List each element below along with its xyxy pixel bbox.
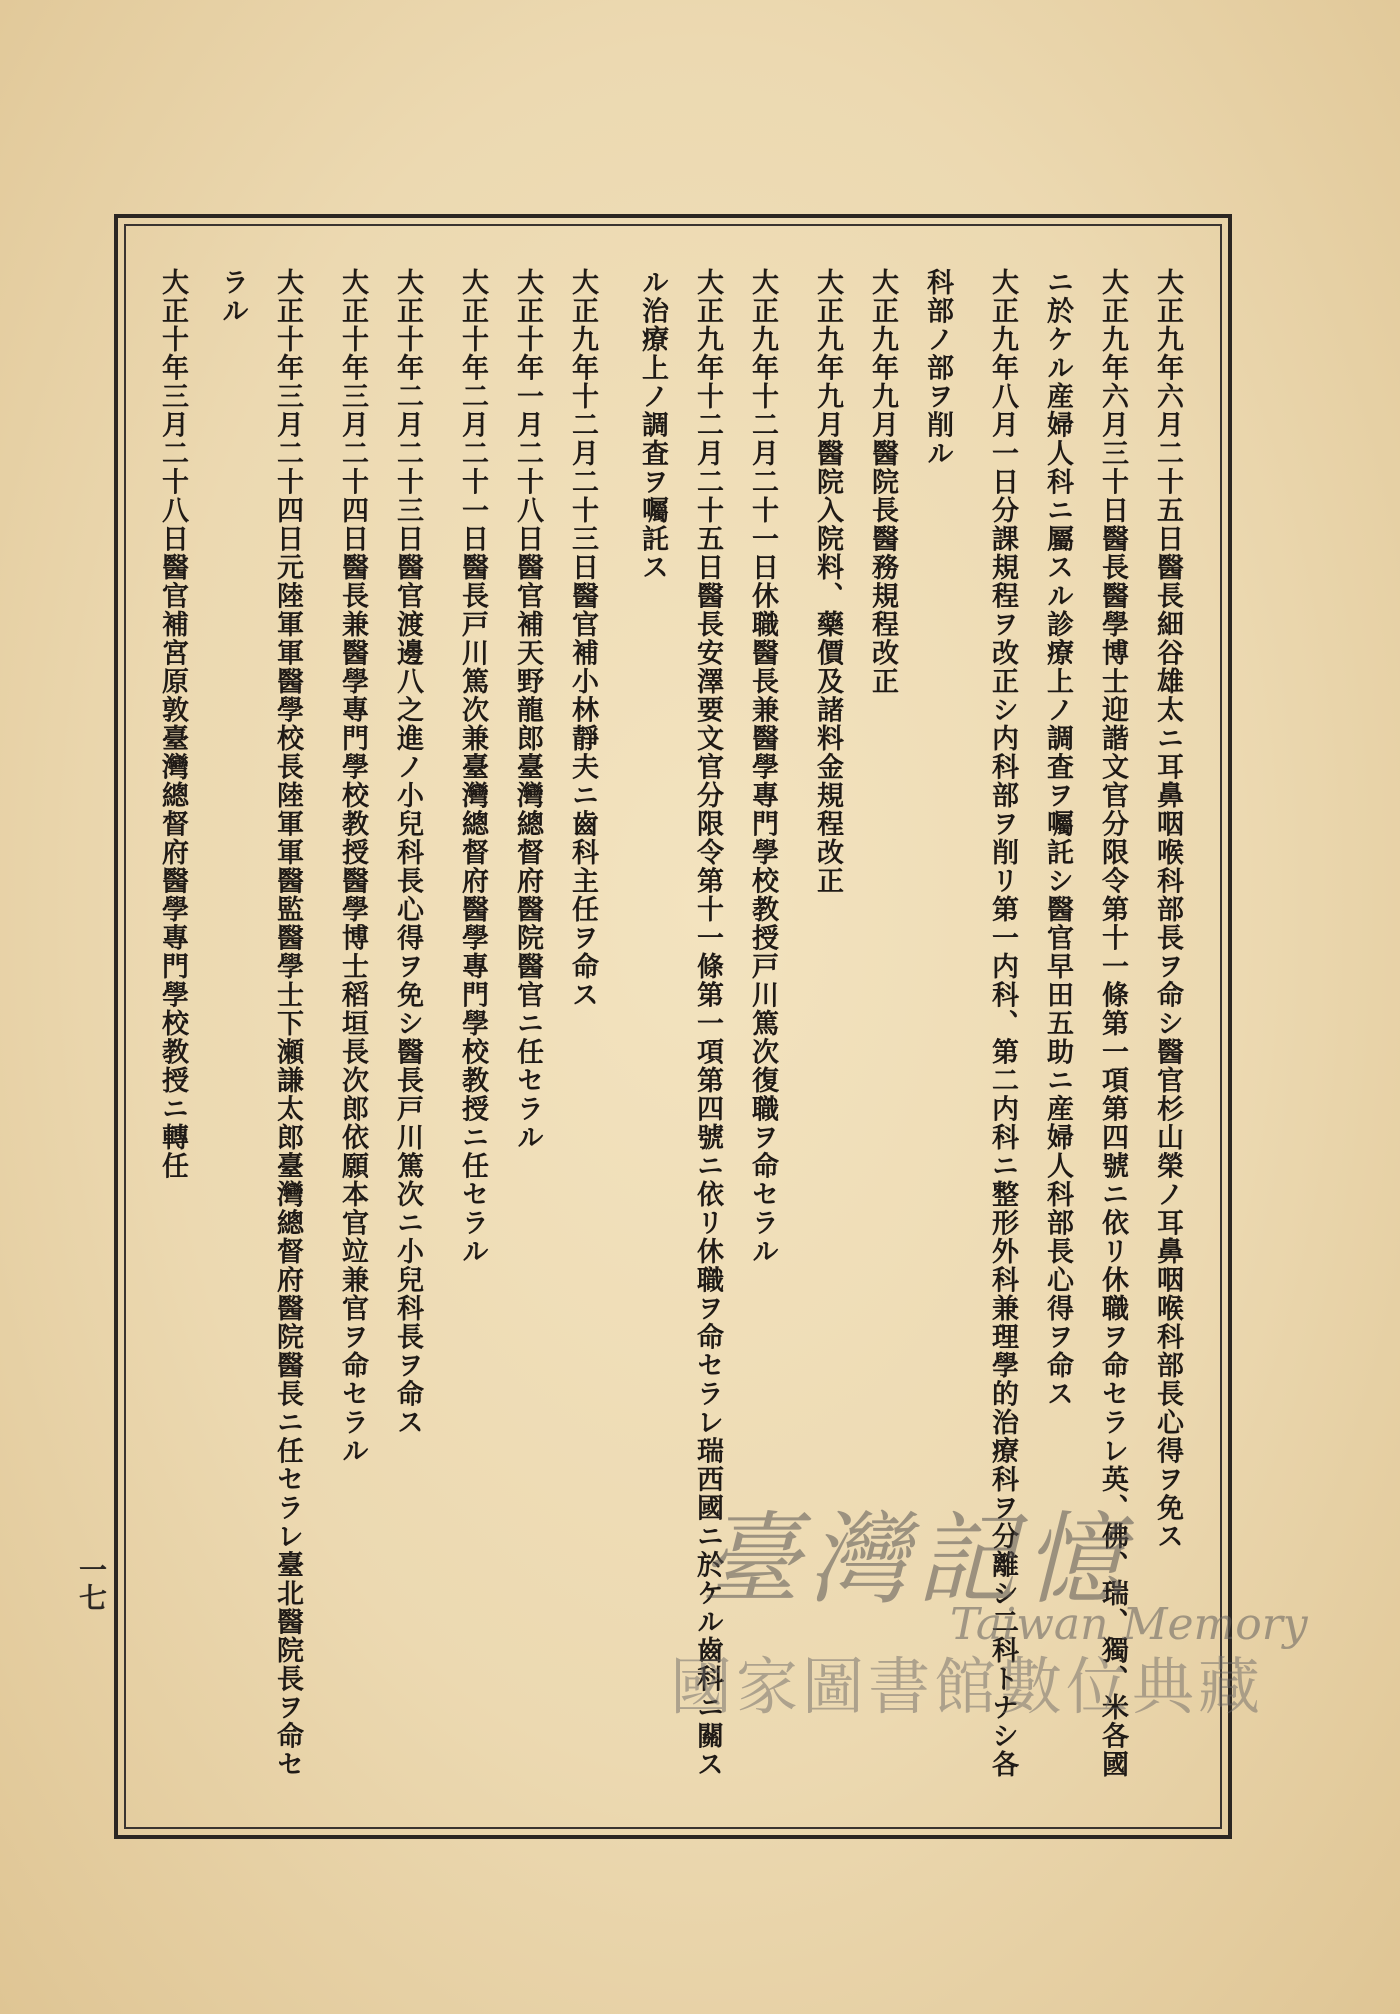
watermark-english: Taiwan Memory bbox=[950, 1599, 1308, 1650]
text-column-15: 大正十年三月二十四日醫長兼醫學專門學校教授醫學博士稻垣長次郎依願本官竝兼官ヲ命セラル bbox=[337, 268, 368, 1465]
watermark-sub: 國家圖書館數位典藏 bbox=[670, 1650, 1265, 1723]
text-column-10: ル治療上ノ調査ヲ囑託ス bbox=[637, 268, 668, 582]
text-column-13: 大正十年二月二十一日醫長戸川篤次兼臺灣總督府醫學專門學校教授ニ任セラル bbox=[457, 268, 488, 1266]
text-column-6: 大正九年九月醫院長醫務規程改正 bbox=[867, 268, 898, 696]
page-number: 一七 bbox=[75, 1555, 108, 1611]
text-column-18: 大正十年三月二十八日醫官補宮原敦臺灣總督府醫學專門學校教授ニ轉任 bbox=[157, 268, 188, 1180]
text-column-8: 大正九年十二月二十一日休職醫長兼醫學專門學校教授戸川篤次復職ヲ命セラル bbox=[747, 268, 778, 1266]
text-column-12: 大正十年一月二十八日醫官補天野龍郎臺灣總督府醫院醫官ニ任セラル bbox=[512, 268, 543, 1152]
text-column-9: 大正九年十二月二十五日醫長安澤要文官分限令第十一條第一項第四號ニ依リ休職ヲ命セラレ瑞西國ニ於ケル齒科ニ關ス bbox=[692, 268, 723, 1779]
text-column-5: 科部ノ部ヲ削ル bbox=[922, 268, 953, 468]
text-column-16: 大正十年三月二十四日元陸軍軍醫學校長陸軍軍醫監醫學士下瀬謙太郎臺灣總督府醫院醫長ニ任セラレ臺北醫院長ヲ命セ bbox=[272, 268, 303, 1779]
text-column-14: 大正十年二月二十三日醫官渡邊八之進ノ小兒科長心得ヲ免シ醫長戸川篤次ニ小兒科長ヲ命ス bbox=[392, 268, 423, 1437]
text-column-7: 大正九年九月醫院入院料、藥價及諸料金規程改正 bbox=[812, 268, 843, 895]
text-column-2: 大正九年六月三十日醫長醫學博士迎諧文官分限令第十一條第一項第四號ニ依リ休職ヲ命セラレ英、佛、瑞、獨、米各國 bbox=[1097, 268, 1128, 1779]
text-column-4: 大正九年八月一日分課規程ヲ改正シ内科部ヲ削リ第一内科、第二内科ニ整形外科兼理學的治療科ヲ分離シ二科トナシ各 bbox=[987, 268, 1018, 1779]
text-column-17: ラル bbox=[217, 268, 248, 325]
text-column-1: 大正九年六月二十五日醫長細谷雄太ニ耳鼻咽喉科部長ヲ命シ醫官杉山榮ノ耳鼻咽喉科部長心得ヲ免ス bbox=[1152, 268, 1183, 1551]
text-column-3: ニ於ケル産婦人科ニ屬スル診療上ノ調査ヲ囑託シ醫官早田五助ニ産婦人科部長心得ヲ命ス bbox=[1042, 268, 1073, 1408]
watermark-main: 臺灣記憶 bbox=[700, 1501, 1132, 1618]
text-column-11: 大正九年十二月二十三日醫官補小林靜夫ニ齒科主任ヲ命ス bbox=[567, 268, 598, 1009]
